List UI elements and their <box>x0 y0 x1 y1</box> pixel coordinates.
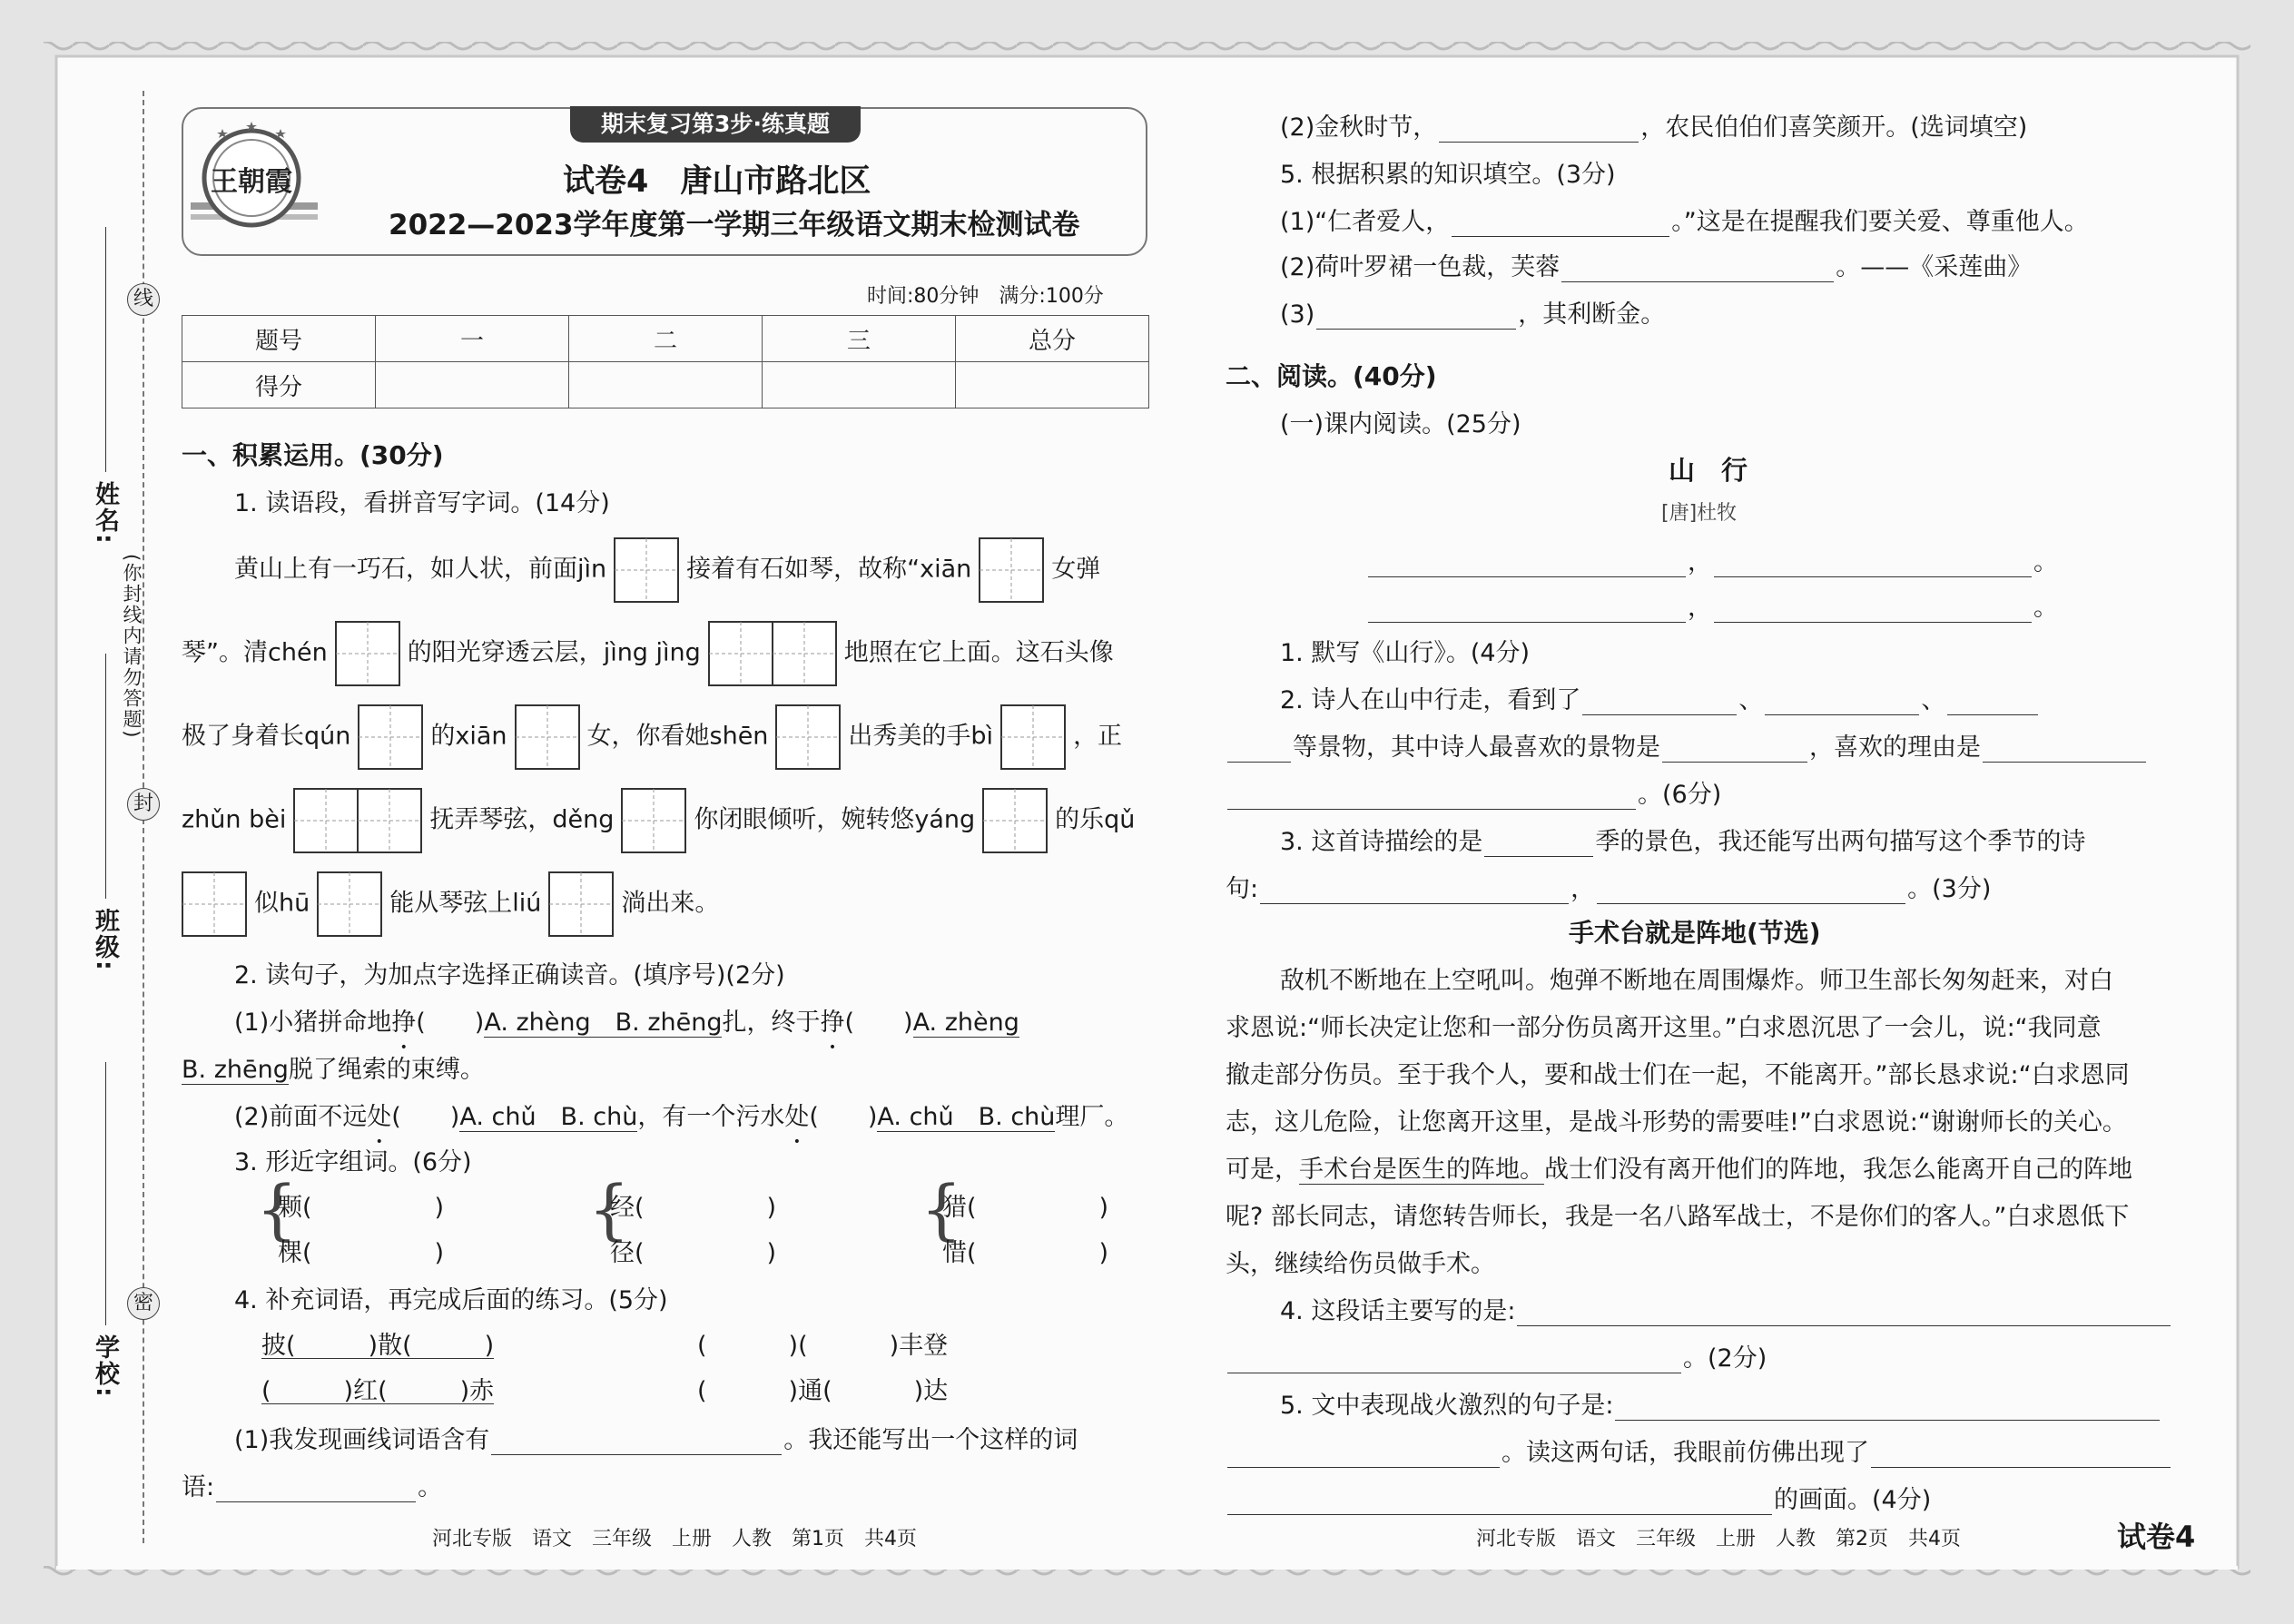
tianzige-box-icon[interactable] <box>293 788 422 853</box>
text: (2)前面不远 <box>234 1103 368 1131</box>
poem-q1: 1. 默写《山行》。(4分) <box>1280 639 1531 667</box>
brace-icon: { <box>921 1171 962 1247</box>
text: 5. 文中表现战火激烈的句子是: <box>1280 1392 1614 1420</box>
essay-line: 志，这儿危险，让您离开这里，是战斗形势的需要哇!”白求恩说:“谢谢师长的关心。 <box>1226 1108 2127 1137</box>
text: 披( <box>261 1332 296 1360</box>
poem-author: [唐]杜牧 <box>1661 502 1738 525</box>
text: 脱了绳索的束缚。 <box>288 1056 485 1084</box>
text: (1)“仁者爱人， <box>1280 208 1451 236</box>
text: 句: <box>1226 875 1259 903</box>
dotted-char: 挣 <box>391 1009 417 1037</box>
answer-blank[interactable] <box>1561 254 1834 282</box>
essay-q4-cont <box>1226 1338 1767 1373</box>
answer-blank[interactable] <box>1662 734 1807 763</box>
text: 淌出来。 <box>621 889 720 918</box>
pinyin: xiān <box>455 722 507 751</box>
q1-line3 <box>182 704 1122 770</box>
tianzige-box-icon[interactable] <box>979 537 1044 603</box>
table-cell: 一 <box>376 316 569 362</box>
answer-paren[interactable]: ( ) <box>416 1009 485 1037</box>
pinyin: qǔ <box>1104 805 1136 834</box>
pinyin: zhǔn bèi <box>182 805 287 834</box>
q4-idiom-3[interactable] <box>697 1325 948 1361</box>
dotted-char: 处 <box>784 1103 810 1131</box>
answer-blank[interactable] <box>1227 1345 1681 1373</box>
q4-idiom-2[interactable] <box>261 1371 494 1406</box>
pinyin: shēn <box>709 722 769 751</box>
answer-blank[interactable] <box>1947 687 2038 715</box>
tianzige-box-icon[interactable] <box>614 537 679 603</box>
text: 4. 这段话主要写的是: <box>1280 1297 1516 1325</box>
tianzige-box-icon[interactable] <box>317 871 382 937</box>
tianzige-box-icon[interactable] <box>1000 704 1066 770</box>
score-cell[interactable] <box>956 362 1149 408</box>
poem-q2-cont2 <box>1226 774 1721 810</box>
answer-blank[interactable] <box>1368 595 1686 623</box>
pinyin: chén <box>268 638 328 667</box>
q3-title: 3. 形近字组词。(6分) <box>234 1148 472 1176</box>
section-1-heading: 一、积累运用。(30分) <box>182 440 444 470</box>
q5-item2 <box>1280 247 2032 282</box>
pinyin: qún <box>304 722 351 751</box>
answer-blank[interactable] <box>1227 734 1291 763</box>
text: 。我还能写出一个这样的词 <box>783 1426 1078 1454</box>
text: 。——《采莲曲》 <box>1836 253 2033 281</box>
tianzige-box-icon[interactable] <box>515 704 580 770</box>
q3-pair3-a[interactable]: 猎( ) <box>942 1194 1109 1222</box>
score-table <box>182 315 1149 408</box>
pinyin: yáng <box>914 805 976 834</box>
text: )红( <box>343 1377 388 1405</box>
text: 理厂。 <box>1055 1103 1129 1131</box>
table-cell: 二 <box>569 316 763 362</box>
q3-pair2-a[interactable]: 经( ) <box>610 1194 777 1222</box>
text: 黄山上有一巧石，如人状，前面 <box>234 555 577 584</box>
pinyin: liú <box>512 889 542 918</box>
tianzige-box-icon[interactable] <box>335 621 400 686</box>
section-2-heading: 二、阅读。(40分) <box>1226 361 1437 391</box>
q1-line5 <box>182 871 719 937</box>
pinyin: jìng jìng <box>603 638 701 667</box>
text: (2)荷叶罗裙一色裁，芙蓉 <box>1280 253 1561 281</box>
essay-q4 <box>1280 1291 2172 1326</box>
text: 。 <box>418 1473 443 1501</box>
options: A. zhèng B. zhēng <box>484 1009 723 1037</box>
q4-idiom-4[interactable] <box>697 1371 948 1406</box>
answer-blank[interactable] <box>1452 209 1669 237</box>
header-banner: 期末复习第3步·练真题 <box>570 106 861 143</box>
text: (1)我发现画线词语含有 <box>234 1426 490 1454</box>
essay-line: 求恩说:“师长决定让您和一部分伤员离开这里。”白求恩沉思了一会儿，说:“我同意 <box>1226 1014 2102 1042</box>
binding-note: (你封线内请勿答题) <box>121 554 143 740</box>
answer-blank[interactable] <box>491 1427 782 1455</box>
text: 3. 这首诗描绘的是 <box>1280 828 1483 856</box>
text: 接着有石如琴，故称“ <box>686 555 921 584</box>
pinyin: hū <box>279 889 310 918</box>
answer-blank[interactable] <box>1517 1298 2171 1326</box>
options: A. zhèng <box>912 1009 1019 1037</box>
section-2-part1: (一)课内阅读。(25分) <box>1280 410 1521 438</box>
q1-line1 <box>234 537 1100 603</box>
text: (1)小猪拼命地 <box>234 1009 392 1037</box>
q4-part1 <box>234 1420 1078 1455</box>
text: )散( <box>368 1332 412 1360</box>
q4-title: 4. 补充词语，再完成后面的练习。(5分) <box>234 1286 668 1314</box>
answer-blank[interactable] <box>1227 1487 1772 1515</box>
text: 可是， <box>1226 1156 1299 1184</box>
paper-number: 试卷4 <box>2117 1520 2196 1554</box>
options: A. chǔ B. chù <box>459 1103 638 1131</box>
answer-blank[interactable] <box>1714 549 2032 577</box>
text: 女，你看她 <box>586 722 710 751</box>
text: )通( <box>788 1377 832 1405</box>
text: 战士们没有离开他们的阵地，我怎么能离开自己的阵地 <box>1544 1156 2132 1184</box>
text: 极了身着长 <box>182 722 304 751</box>
text: )赤 <box>459 1377 495 1405</box>
binding-fold-mark: 密 <box>127 1287 160 1320</box>
text: ，其利断金。 <box>1518 300 1666 329</box>
class-label: 班级: <box>91 908 119 972</box>
essay-line: 头，继续给伤员做手术。 <box>1226 1250 1495 1278</box>
tianzige-box-icon[interactable] <box>621 788 686 853</box>
page-footer-left: 河北专版 语文 三年级 上册 人教 第1页 共4页 <box>432 1528 917 1550</box>
answer-blank[interactable] <box>1871 1440 2171 1468</box>
answer-blank[interactable] <box>1439 114 1639 143</box>
text: 等景物，其中诗人最喜欢的景物是 <box>1293 733 1660 762</box>
essay-q5-cont2 <box>1226 1480 1931 1515</box>
options: B. zhēng <box>182 1056 289 1084</box>
essay-line: 撤走部分伤员。至于我个人，要和战士们在一起，不能离开。”部长恳求说:“白求恩同 <box>1226 1061 2130 1089</box>
text: 你闭眼倾听，婉转悠 <box>694 805 915 834</box>
pinyin: xiān <box>920 555 972 584</box>
q4-idiom-1[interactable] <box>261 1325 494 1361</box>
score-cell[interactable] <box>376 362 569 408</box>
text: ，农民伯伯们喜笑颜开。(选词填空) <box>1640 113 2028 142</box>
binding-seal-mark: 封 <box>127 788 160 821</box>
answer-blank[interactable] <box>1316 301 1516 330</box>
essay-title: 手术台就是阵地(节选) <box>1569 918 1821 948</box>
poem-title: 山 行 <box>1669 455 1748 486</box>
dotted-char: 处 <box>367 1103 392 1131</box>
text: 。(6分) <box>1638 781 1722 809</box>
score-cell[interactable] <box>763 362 956 408</box>
school-field[interactable] <box>105 1062 106 1325</box>
q1-line4 <box>182 788 1135 853</box>
text: 季的景色，我还能写出两句描写这个季节的诗 <box>1595 828 2086 856</box>
tianzige-box-icon[interactable] <box>548 871 614 937</box>
score-cell[interactable] <box>569 362 763 408</box>
tianzige-box-icon[interactable] <box>708 621 837 686</box>
q3-pair3-b[interactable]: 惜( ) <box>942 1239 1109 1267</box>
svg-text:王朝霞: 王朝霞 <box>211 166 292 198</box>
text: ( <box>697 1332 707 1360</box>
text: 的画面。(4分) <box>1774 1486 1932 1514</box>
essay-line: 敌机不断地在上空吼叫。炮弹不断地在周围爆炸。师卫生部长匆匆赶来，对白 <box>1280 967 2113 995</box>
dotted-char: 挣 <box>820 1009 845 1037</box>
pinyin: bì <box>970 722 994 751</box>
text: ，喜欢的理由是 <box>1809 733 1981 762</box>
text: 的乐 <box>1055 805 1105 834</box>
school-label: 学校: <box>91 1334 119 1399</box>
essay-q5 <box>1280 1385 2161 1421</box>
text: 、 <box>1921 686 1946 714</box>
class-field[interactable] <box>105 654 106 899</box>
text: (2)金秋时节， <box>1280 113 1438 142</box>
q5-title: 5. 根据积累的知识填空。(3分) <box>1280 161 1616 189</box>
options: A. chǔ B. chù <box>877 1103 1056 1131</box>
text: 语: <box>182 1473 215 1501</box>
text: )( <box>788 1332 808 1360</box>
tianzige-box-icon[interactable] <box>358 704 423 770</box>
text: 2. 诗人在山中行走，看到了 <box>1280 686 1581 714</box>
answer-blank[interactable] <box>1765 687 1919 715</box>
text: (3) <box>1280 300 1315 329</box>
answer-paren[interactable]: ( ) <box>844 1009 913 1037</box>
text: ( <box>261 1377 271 1405</box>
q2-item1 <box>234 1002 1019 1038</box>
poem-q2 <box>1280 680 2040 715</box>
text: ) <box>484 1332 495 1360</box>
table-row <box>182 362 1149 408</box>
text: ， <box>1570 875 1596 903</box>
q4-part2 <box>1280 107 2027 143</box>
text: 、 <box>1738 686 1764 714</box>
answer-paren[interactable]: ( ) <box>391 1103 460 1131</box>
text: 。”这是在提醒我们要关爱、尊重他人。 <box>1671 208 2089 236</box>
q1-title: 1. 读语段，看拼音写字词。(14分) <box>234 489 610 517</box>
q3-pair2-b[interactable]: 径( ) <box>610 1239 777 1267</box>
q3-pair1-b[interactable]: 棵( ) <box>278 1239 445 1267</box>
answer-blank[interactable] <box>1983 734 2146 763</box>
text: 琴”。清 <box>182 638 268 667</box>
underlined-sentence: 手术台是医生的阵地。 <box>1299 1156 1544 1184</box>
time-info: 时间:80分钟 满分:100分 <box>867 285 1104 308</box>
table-cell: 总分 <box>956 316 1149 362</box>
text: 。读这两句话，我眼前仿佛出现了 <box>1501 1439 1869 1467</box>
answer-blank[interactable] <box>1227 1440 1500 1468</box>
table-cell: 题号 <box>182 316 376 362</box>
logo-badge-icon <box>186 116 322 247</box>
text: 。(3分) <box>1907 875 1992 903</box>
poem-line1[interactable]: ， 。 <box>1366 542 2058 577</box>
q1-line2 <box>182 621 1114 686</box>
answer-blank[interactable] <box>1484 829 1593 857</box>
table-cell: 得分 <box>182 362 376 408</box>
text: 地照在它上面。这石头像 <box>843 638 1114 667</box>
answer-blank[interactable] <box>1582 687 1737 715</box>
text: 能从琴弦上 <box>389 889 513 918</box>
poem-line2[interactable]: ， 。 <box>1366 587 2058 623</box>
q2-item2 <box>234 1097 1128 1132</box>
answer-blank[interactable] <box>1227 782 1636 810</box>
text: 扎，终于 <box>722 1009 821 1037</box>
q3-pair1-a[interactable]: 颗( ) <box>278 1194 445 1222</box>
brace-icon: { <box>588 1171 630 1247</box>
poem-q3-cont <box>1226 869 1991 904</box>
answer-paren[interactable]: ( ) <box>809 1103 878 1131</box>
binding-line-mark: 线 <box>127 283 160 316</box>
text: )丰登 <box>889 1332 949 1360</box>
answer-blank[interactable] <box>1714 595 2032 623</box>
tianzige-box-icon[interactable] <box>982 788 1048 853</box>
text: ，有一个污水 <box>637 1103 785 1131</box>
text: 似 <box>254 889 279 918</box>
essay-line <box>1226 1149 2132 1185</box>
poem-q3 <box>1280 822 2085 857</box>
essay-line: 呢? 部长同志，请您转告师长，我是一名八路军战士，不是你们的客人。”白求恩低下 <box>1226 1203 2130 1231</box>
q2-title: 2. 读句子，为加点字选择正确读音。(填序号)(2分) <box>234 961 785 989</box>
answer-blank[interactable] <box>216 1474 416 1502</box>
text: ( <box>697 1377 707 1405</box>
text: )达 <box>913 1377 949 1405</box>
q5-item1 <box>1280 202 2089 237</box>
paper-title: 试卷4 唐山市路北区 <box>563 163 871 200</box>
table-cell: 三 <box>763 316 956 362</box>
name-label: 姓名: <box>91 481 119 546</box>
text: 的 <box>430 722 456 751</box>
tianzige-box-icon[interactable] <box>182 871 247 937</box>
table-row <box>182 316 1149 362</box>
text: 女弹 <box>1051 555 1101 584</box>
pinyin: děng <box>552 805 615 834</box>
tianzige-box-icon[interactable] <box>775 704 841 770</box>
pinyin: jìn <box>577 555 607 584</box>
poem-q2-cont <box>1226 727 2148 763</box>
q2-item1-cont <box>182 1049 485 1085</box>
q5-item3 <box>1280 294 1665 330</box>
text: 抚弄琴弦， <box>429 805 553 834</box>
brace-icon: { <box>256 1171 298 1247</box>
answer-blank[interactable] <box>1368 549 1686 577</box>
answer-blank[interactable] <box>1597 876 1905 904</box>
text: 。(2分) <box>1683 1344 1767 1373</box>
essay-q5-cont <box>1226 1432 2172 1468</box>
paper-subtitle: 2022—2023学年度第一学期三年级语文期末检测试卷 <box>389 209 1080 241</box>
page-footer-right: 河北专版 语文 三年级 上册 人教 第2页 共4页 <box>1476 1528 1961 1550</box>
text: ，正 <box>1073 722 1123 751</box>
answer-blank[interactable] <box>1615 1393 2160 1421</box>
text: 的阳光穿透云层， <box>407 638 604 667</box>
q4-part1-cont <box>182 1467 442 1502</box>
name-field[interactable] <box>105 227 106 472</box>
text: 出秀美的手 <box>848 722 971 751</box>
answer-blank[interactable] <box>1260 876 1569 904</box>
